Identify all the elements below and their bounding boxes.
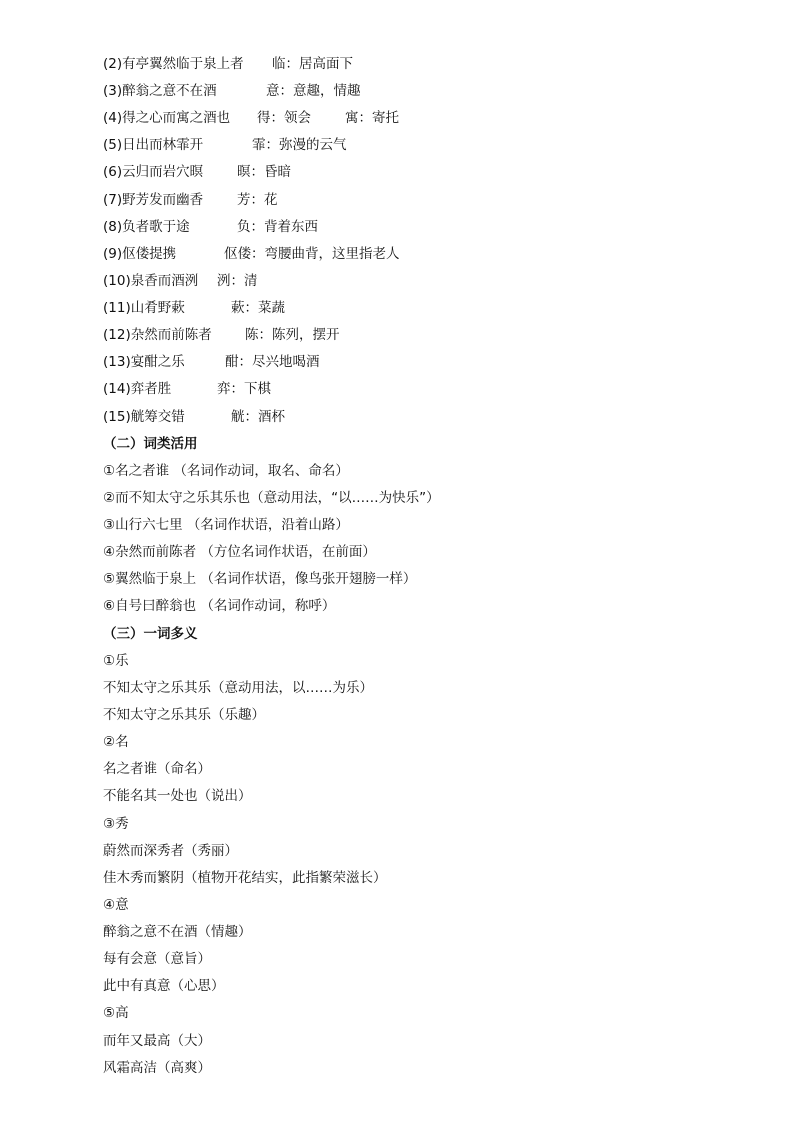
- polysemy-example: 不能名其一处也（说出）: [103, 788, 252, 804]
- vocab-phrase: (11)山肴野蔌: [103, 300, 185, 316]
- vocab-gloss: 洌：清: [217, 273, 258, 289]
- vocab-phrase: (5)日出而林霏开: [103, 137, 204, 153]
- word-class-item: ②而不知太守之乐其乐也（意动用法，“以……为快乐”）: [103, 490, 440, 506]
- vocab-gloss: 觥：酒杯: [231, 409, 285, 425]
- word-class-item: ⑥自号曰醉翁也 （名词作动词，称呼）: [103, 598, 336, 614]
- polysemy-example: 风霜高洁（高爽）: [103, 1060, 211, 1076]
- vocab-gloss: 临：居高面下: [272, 56, 353, 72]
- polysemy-example: 此中有真意（心思）: [103, 978, 225, 994]
- vocab-phrase: (12)杂然而前陈者: [103, 327, 212, 343]
- vocab-gloss: 意：意趣，情趣: [266, 83, 361, 99]
- polysemy-word: ③秀: [103, 816, 129, 832]
- polysemy-example: 不知太守之乐其乐（乐趣）: [103, 707, 265, 723]
- polysemy-word: ⑤高: [103, 1005, 129, 1021]
- vocab-phrase: (3)醉翁之意不在酒: [103, 83, 217, 99]
- vocab-phrase: (2)有亭翼然临于泉上者: [103, 56, 244, 72]
- vocab-phrase: (4)得之心而寓之酒也: [103, 110, 231, 126]
- vocab-gloss: 蔌：菜蔬: [231, 300, 285, 316]
- vocab-gloss: 得：领会: [257, 110, 311, 126]
- vocab-phrase: (9)伛偻提携: [103, 246, 177, 262]
- vocab-gloss: 弈：下棋: [217, 381, 271, 397]
- vocab-gloss: 芳：花: [237, 192, 278, 208]
- vocab-gloss: 负：背着东西: [237, 219, 318, 235]
- vocab-phrase: (15)觥筹交错: [103, 409, 185, 425]
- section-heading-word-class: （二）词类活用: [103, 436, 198, 452]
- polysemy-example: 名之者谁（命名）: [103, 761, 211, 777]
- vocab-gloss: 陈：陈列，摆开: [245, 327, 340, 343]
- polysemy-example: 蔚然而深秀者（秀丽）: [103, 843, 238, 859]
- word-class-item: ④杂然而前陈者 （方位名词作状语，在前面）: [103, 544, 376, 560]
- polysemy-example: 而年又最高（大）: [103, 1033, 211, 1049]
- polysemy-example: 不知太守之乐其乐（意动用法，以……为乐）: [103, 680, 373, 696]
- vocab-phrase: (14)弈者胜: [103, 381, 172, 397]
- polysemy-example: 佳木秀而繁阴（植物开花结实，此指繁荣滋长）: [103, 870, 387, 886]
- vocab-gloss: 伛偻：弯腰曲背，这里指老人: [224, 246, 400, 262]
- vocab-phrase: (13)宴酣之乐: [103, 354, 185, 370]
- vocab-gloss: 霏：弥漫的云气: [252, 137, 347, 153]
- vocab-phrase: (8)负者歌于途: [103, 219, 190, 235]
- section-heading-polysemy: （三）一词多义: [103, 626, 198, 642]
- word-class-item: ③山行六七里 （名词作状语，沿着山路）: [103, 517, 349, 533]
- vocab-phrase: (10)泉香而酒洌: [103, 273, 199, 289]
- polysemy-word: ④意: [103, 897, 129, 913]
- vocab-gloss-secondary: 寓：寄托: [345, 110, 399, 126]
- vocab-gloss: 酣：尽兴地喝酒: [225, 354, 320, 370]
- vocab-phrase: (6)云归而岩穴暝: [103, 164, 204, 180]
- polysemy-example: 每有会意（意旨）: [103, 951, 211, 967]
- vocab-gloss: 暝：昏暗: [237, 164, 291, 180]
- vocab-phrase: (7)野芳发而幽香: [103, 192, 204, 208]
- polysemy-word: ①乐: [103, 653, 129, 669]
- word-class-item: ①名之者谁 （名词作动词，取名、命名）: [103, 463, 349, 479]
- polysemy-example: 醉翁之意不在酒（情趣）: [103, 924, 252, 940]
- polysemy-word: ②名: [103, 734, 129, 750]
- word-class-item: ⑤翼然临于泉上 （名词作状语，像鸟张开翅膀一样）: [103, 571, 417, 587]
